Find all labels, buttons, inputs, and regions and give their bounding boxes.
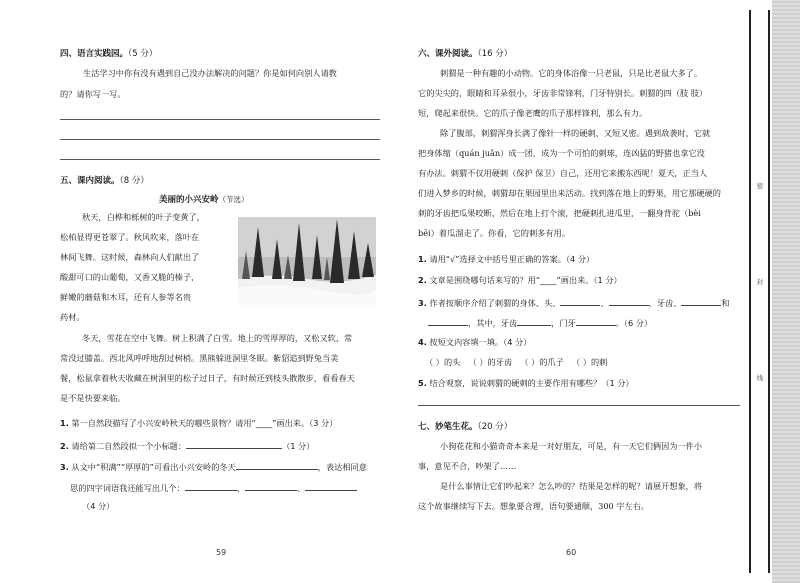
section-4-text-line-1: 生活学习中你有没有遇到自己没办法解决的问题？你是如何向别人请教 bbox=[83, 68, 337, 78]
forest-illustration bbox=[238, 217, 376, 307]
answer-blank[interactable] bbox=[305, 481, 357, 491]
margin-rule bbox=[749, 10, 751, 573]
reading-p2-line: bēi）着瓜溜走了。你看，它的刺多有用。 bbox=[418, 228, 570, 238]
answer-blank[interactable] bbox=[609, 296, 649, 306]
reading-p1-line: 刺猬是一种有趣的小动物。它的身体浴像一只老鼠，只是比老鼠大多了。 bbox=[440, 68, 703, 78]
reading-p2-line: 把身体缩（quán juǎn）成一团，成为一个可怕的刺球，连凶猛的野猪也拿它没 bbox=[418, 148, 705, 158]
question-6-1: 1. 请用“√”选择文中括号里正确的答案。（4 分） bbox=[418, 254, 595, 264]
passage-p1-line: 松柏显得更苍翠了。秋风吹来，落叶在 bbox=[60, 232, 200, 242]
question-5-3-score: （4 分） bbox=[82, 501, 115, 511]
answer-blank[interactable] bbox=[560, 296, 600, 306]
winter-forest-photo bbox=[238, 217, 376, 307]
passage-p1-line: 鲜嫩的蘑菇和木耳，还有人参等名贵 bbox=[60, 292, 192, 302]
answer-blank[interactable] bbox=[428, 316, 468, 326]
writing-prompt-line: 这个故事继续写下去。想象要合理，语句要通顺，300 字左右。 bbox=[418, 501, 650, 511]
answer-line[interactable] bbox=[60, 119, 380, 120]
fill-item[interactable]: （ ）的头 bbox=[425, 357, 461, 367]
fill-item[interactable]: （ ）的刺 bbox=[572, 357, 608, 367]
answer-blank[interactable] bbox=[245, 481, 297, 491]
answer-blank[interactable] bbox=[186, 439, 282, 449]
passage-p1-line: 林间飞舞。这时候，森林向人们献出了 bbox=[60, 252, 200, 262]
answer-line[interactable] bbox=[418, 405, 740, 406]
answer-line[interactable] bbox=[60, 159, 380, 160]
question-6-3: 3. 作者按顺序介绍了刺猬的身体、头、 、 ，牙齿、 和 bbox=[418, 298, 730, 308]
section-5-heading: 五、课内阅读。（8 分） bbox=[60, 176, 149, 186]
question-6-4-fill-row bbox=[425, 357, 607, 368]
reading-p2-line: 们进入梦乡的时候，刺猬却在果园里出来活动。找到落在地上的野果，用它那硬硬的 bbox=[418, 188, 721, 198]
passage-title: 美丽的小兴安岭（节选） bbox=[159, 195, 249, 205]
answer-line[interactable] bbox=[60, 139, 380, 140]
page-number: 59 bbox=[216, 548, 227, 557]
fill-item[interactable]: （ ）的牙齿 bbox=[468, 357, 513, 367]
section-4-text-line-2: 的？请你写一写。 bbox=[60, 89, 126, 99]
seal-label: 密 bbox=[756, 182, 764, 190]
seal-label: 线 bbox=[756, 374, 764, 382]
answer-blank[interactable] bbox=[681, 296, 721, 306]
page-number: 60 bbox=[566, 548, 577, 557]
answer-blank[interactable] bbox=[236, 460, 318, 470]
reading-p2-line: 有办法。刺猬不仅用硬刺（保护 保卫）自己，还用它来搬东西呢！夏天，正当人 bbox=[418, 168, 708, 178]
writing-prompt-line: 是什么事情让它们吵起来？怎么吵的？结果是怎样的呢？请展开想象，将 bbox=[440, 481, 703, 491]
reading-p2-line: 除了腹部，刺猬浑身长满了像针一样的硬刺，又短又密。遇到敌袭时，它就 bbox=[440, 128, 711, 138]
margin-rule bbox=[768, 10, 770, 573]
reading-p1-line: 短，爬起来很快。它的爪子像老鹰的爪子那样锋利，那么有力。 bbox=[418, 108, 648, 118]
seal-label: 封 bbox=[756, 278, 764, 286]
passage-p1-line: 酸甜可口的山葡萄，又香又脆的榛子， bbox=[60, 272, 200, 282]
question-5-3: 3. 从文中“积满”“厚厚的”可看出小兴安岭的冬天 ，表达相同意 bbox=[60, 462, 367, 472]
passage-p2-line: 餐，松鼠拿着秋天收藏在树洞里的松子过日子，有时候还到枝头散散步，看看春天 bbox=[60, 373, 355, 383]
question-6-5: 5. 结合观察，说说刺猬的硬刺的主要作用有哪些？（1 分） bbox=[418, 378, 634, 388]
passage-p2-line: 是不是快要来临。 bbox=[60, 393, 126, 403]
reading-p1-line: 它的尖尖的，眼睛和耳朵很小，牙齿非常锋利，门牙特别长。刺猬的四（肢 肢） bbox=[418, 88, 708, 98]
writing-prompt-line: 事，意见不合，吵架了…… bbox=[418, 461, 517, 471]
passage-p2-line: 常没过膝盖。西北风呼呼地刮过树梢。黑熊躲进洞里冬眠。紫貂追到野兔当美 bbox=[60, 353, 339, 363]
question-6-4: 4. 按短文内容填一填。（4 分） bbox=[418, 337, 532, 347]
answer-blank[interactable] bbox=[576, 316, 616, 326]
passage-p1-line: 秋天，白桦和栎树的叶子变黄了， bbox=[82, 212, 205, 222]
answer-blank[interactable] bbox=[517, 316, 551, 326]
section-7-heading: 七、妙笔生花。（20 分） bbox=[418, 422, 513, 432]
right-page bbox=[403, 0, 748, 583]
fill-item[interactable]: （ ）的爪子 bbox=[520, 357, 564, 367]
section-4-heading: 四、语言实践园。（5 分） bbox=[60, 49, 158, 59]
question-5-1: 1. 第一自然段描写了小兴安岭秋天的哪些景物？请用“____”画出来。（3 分） bbox=[60, 418, 338, 428]
section-6-heading: 六、课外阅读。（16 分） bbox=[418, 49, 513, 59]
question-6-2: 2. 文章是围绕哪句话来写的？用“____”画出来。（1 分） bbox=[418, 275, 622, 285]
margin-shading bbox=[772, 0, 800, 583]
question-5-2: 2. 请给第二自然段拟一个小标题： （1 分） bbox=[60, 441, 315, 451]
question-5-3-line-2: 思的四字词语我还能写出几个： 、 、 bbox=[70, 481, 357, 494]
reading-p2-line: 刺的牙齿把瓜果咬断，然后在地上打个滚，把硬刺扎进瓜里，一翻身背驼（bèi bbox=[418, 208, 701, 218]
binding-margin bbox=[748, 0, 800, 583]
answer-blank[interactable] bbox=[185, 481, 237, 491]
question-6-3-line-2: ，其中，牙齿 ，门牙 。（6 分） bbox=[428, 316, 652, 329]
passage-p1-line: 药材。 bbox=[60, 312, 85, 322]
writing-prompt-line: 小狗花花和小猫奇奇本来是一对好朋友，可是，有一天它们俩因为一件小 bbox=[440, 441, 703, 451]
passage-p2-line: 冬天，雪花在空中飞舞。树上积满了白雪。地上的雪厚厚的，又松又软，常 bbox=[82, 333, 353, 343]
left-page bbox=[0, 0, 395, 583]
